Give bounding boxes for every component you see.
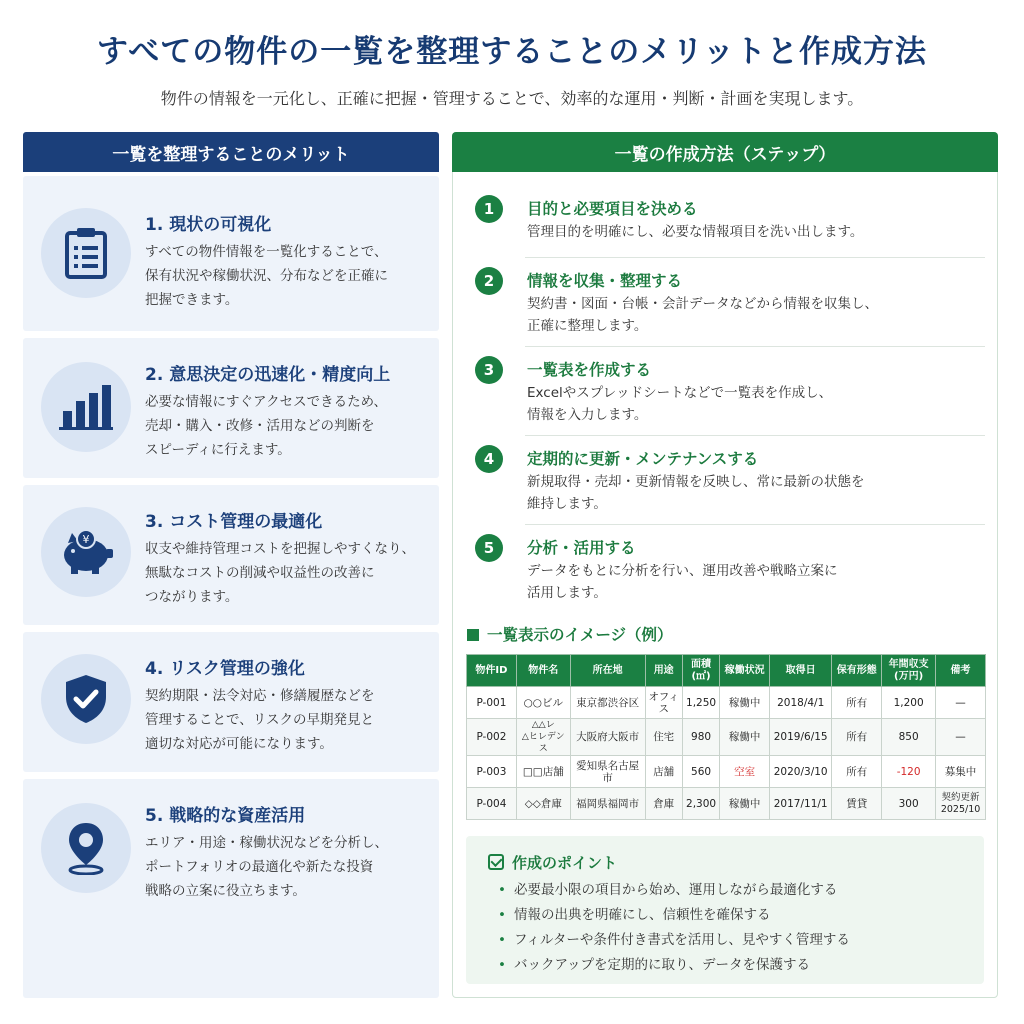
table-header-cell: 取得日: [770, 655, 832, 687]
table-cell: △△レ △ヒレデンス: [516, 719, 570, 756]
tip-item: • フィルターや条件付き書式を活用し、見やすく管理する: [498, 928, 850, 953]
merit-title: 4. リスク管理の強化: [145, 659, 305, 679]
table-cell: 契約更新 2025/10: [936, 788, 986, 820]
table-cell: 所有: [832, 756, 882, 788]
step-number-badge: 4: [475, 445, 503, 473]
step-description: 新規取得・売却・更新情報を反映し、常に最新の状態を 維持します。: [527, 474, 865, 512]
table-header-row: [467, 655, 986, 687]
table-cell: 850: [882, 719, 936, 756]
merit-item-strategy: [23, 779, 439, 998]
step-divider: [525, 524, 985, 525]
table-cell: 倉庫: [645, 788, 682, 820]
tips-list: [498, 878, 850, 978]
table-cell: 募集中: [936, 756, 986, 788]
tip-item: • 情報の出典を明確にし、信頼性を確保する: [498, 903, 850, 928]
merit-item-visualization: [23, 176, 439, 331]
table-cell: P-001: [467, 687, 517, 719]
step-divider: [525, 346, 985, 347]
table-cell: 1,200: [882, 687, 936, 719]
table-cell: 稼働中: [720, 788, 770, 820]
table-cell: ○○ビル: [516, 687, 570, 719]
step-divider: [525, 257, 985, 258]
step-title: 目的と必要項目を決める: [527, 200, 698, 218]
tip-item: • バックアップを定期的に取り、データを保護する: [498, 953, 850, 978]
table-row: [467, 788, 986, 820]
table-row: [467, 719, 986, 756]
page-subtitle: 物件の情報を一元化し、正確に把握・管理することで、効率的な運用・判断・計画を実現します。: [160, 89, 864, 108]
table-header-cell: 用途: [645, 655, 682, 687]
merit-description: 必要な情報にすぐアクセスできるため、 売却・購入・改修・活用などの判断を スピーディに行えます。: [145, 394, 388, 458]
tips-box: [466, 836, 984, 984]
table-cell: 空室: [720, 756, 770, 788]
merit-title: 1. 現状の可視化: [145, 215, 272, 235]
table-header-cell: 備考: [936, 655, 986, 687]
table-row: [467, 756, 986, 788]
property-table: [466, 654, 986, 820]
checkbox-icon: [488, 854, 504, 870]
table-cell: —: [936, 687, 986, 719]
page-title: すべての物件の一覧を整理することのメリットと作成方法: [96, 34, 928, 70]
table-cell: 福岡県福岡市: [570, 788, 645, 820]
merits-header: 一覧を整理することのメリット: [23, 132, 439, 172]
table-header-cell: 所在地: [570, 655, 645, 687]
table-cell: P-004: [467, 788, 517, 820]
step-number-badge: 5: [475, 534, 503, 562]
merits-panel: [23, 132, 439, 998]
table-cell: □□店舗: [516, 756, 570, 788]
steps-header: 一覧の作成方法（ステップ）: [452, 132, 998, 172]
merit-description: 収支や維持管理コストを把握しやすくなり、 無駄なコストの削減や収益性の改善に つながります。: [145, 541, 415, 605]
merit-item-cost: [23, 485, 439, 625]
merit-title: 5. 戦略的な資産活用: [145, 806, 306, 826]
table-cell: 2,300: [682, 788, 719, 820]
step-title: 一覧表を作成する: [527, 361, 652, 379]
step-title: 情報を収集・整理する: [527, 272, 683, 290]
step-title: 定期的に更新・メンテナンスする: [527, 450, 759, 468]
table-cell: 大阪府大阪市: [570, 719, 645, 756]
clipboard-icon: [41, 208, 131, 298]
step-number-badge: 1: [475, 195, 503, 223]
table-cell: P-002: [467, 719, 517, 756]
table-header-cell: 物件名: [516, 655, 570, 687]
table-cell: 店舗: [645, 756, 682, 788]
tips-title: 作成のポイント: [488, 852, 617, 873]
table-header-cell: 面積 (㎡): [682, 655, 719, 687]
table-cell: 稼働中: [720, 687, 770, 719]
table-cell: オフィス: [645, 687, 682, 719]
table-cell: ◇◇倉庫: [516, 788, 570, 820]
table-cell: 東京都渋谷区: [570, 687, 645, 719]
merit-item-risk: [23, 632, 439, 772]
step-title: 分析・活用する: [527, 539, 636, 557]
merit-item-decision: [23, 338, 439, 478]
step-number-badge: 2: [475, 267, 503, 295]
table-cell: 560: [682, 756, 719, 788]
bar-chart-icon: [41, 362, 131, 452]
table-header-cell: 保有形態: [832, 655, 882, 687]
step-description: Excelやスプレッドシートなどで一覧表を作成し、 情報を入力します。: [527, 385, 833, 423]
merit-description: エリア・用途・稼働状況などを分析し、 ポートフォリオの最適化や新たな投資 戦略の立案に役立ちます。: [145, 835, 388, 899]
table-cell: 2020/3/10: [770, 756, 832, 788]
table-cell: 2017/11/1: [770, 788, 832, 820]
shield-check-icon: [41, 654, 131, 744]
table-cell: 980: [682, 719, 719, 756]
table-cell: 1,250: [682, 687, 719, 719]
table-cell: 愛知県名古屋市: [570, 756, 645, 788]
square-bullet-icon: [467, 629, 479, 641]
table-cell: 300: [882, 788, 936, 820]
merit-description: すべての物件情報を一覧化することで、 保有状況や稼働状況、分布などを正確に 把握できます。: [145, 244, 388, 308]
table-cell: 稼働中: [720, 719, 770, 756]
table-cell: 住宅: [645, 719, 682, 756]
merit-title: 2. 意思決定の迅速化・精度向上: [145, 365, 391, 385]
table-cell: 所有: [832, 687, 882, 719]
step-description: 管理目的を明確にし、必要な情報項目を洗い出します。: [527, 224, 864, 240]
location-pin-icon: [41, 803, 131, 893]
piggy-bank-icon: [41, 507, 131, 597]
step-divider: [525, 435, 985, 436]
svg-text:¥: ¥: [82, 533, 90, 546]
table-cell: 2018/4/1: [770, 687, 832, 719]
merit-description: 契約期限・法令対応・修繕履歴などを 管理することで、リスクの早期発見と 適切な対応が可能になります。: [145, 688, 375, 752]
table-cell: 所有: [832, 719, 882, 756]
step-number-badge: 3: [475, 356, 503, 384]
table-header-cell: 稼働状況: [720, 655, 770, 687]
table-section-title: 一覧表示のイメージ（例）: [467, 623, 673, 645]
step-description: 契約書・図面・台帳・会計データなどから情報を収集し、 正確に整理します。: [527, 296, 878, 334]
tip-item: • 必要最小限の項目から始め、運用しながら最適化する: [498, 878, 850, 903]
table-header-cell: 物件ID: [467, 655, 517, 687]
steps-panel: [452, 132, 998, 998]
table-row: [467, 687, 986, 719]
step-description: データをもとに分析を行い、運用改善や戦略立案に 活用します。: [527, 563, 838, 601]
table-cell: 2019/6/15: [770, 719, 832, 756]
table-cell: -120: [882, 756, 936, 788]
table-cell: P-003: [467, 756, 517, 788]
merit-title: 3. コスト管理の最適化: [145, 512, 323, 532]
table-cell: 賃貸: [832, 788, 882, 820]
table-cell: —: [936, 719, 986, 756]
table-header-cell: 年間収支 (万円): [882, 655, 936, 687]
